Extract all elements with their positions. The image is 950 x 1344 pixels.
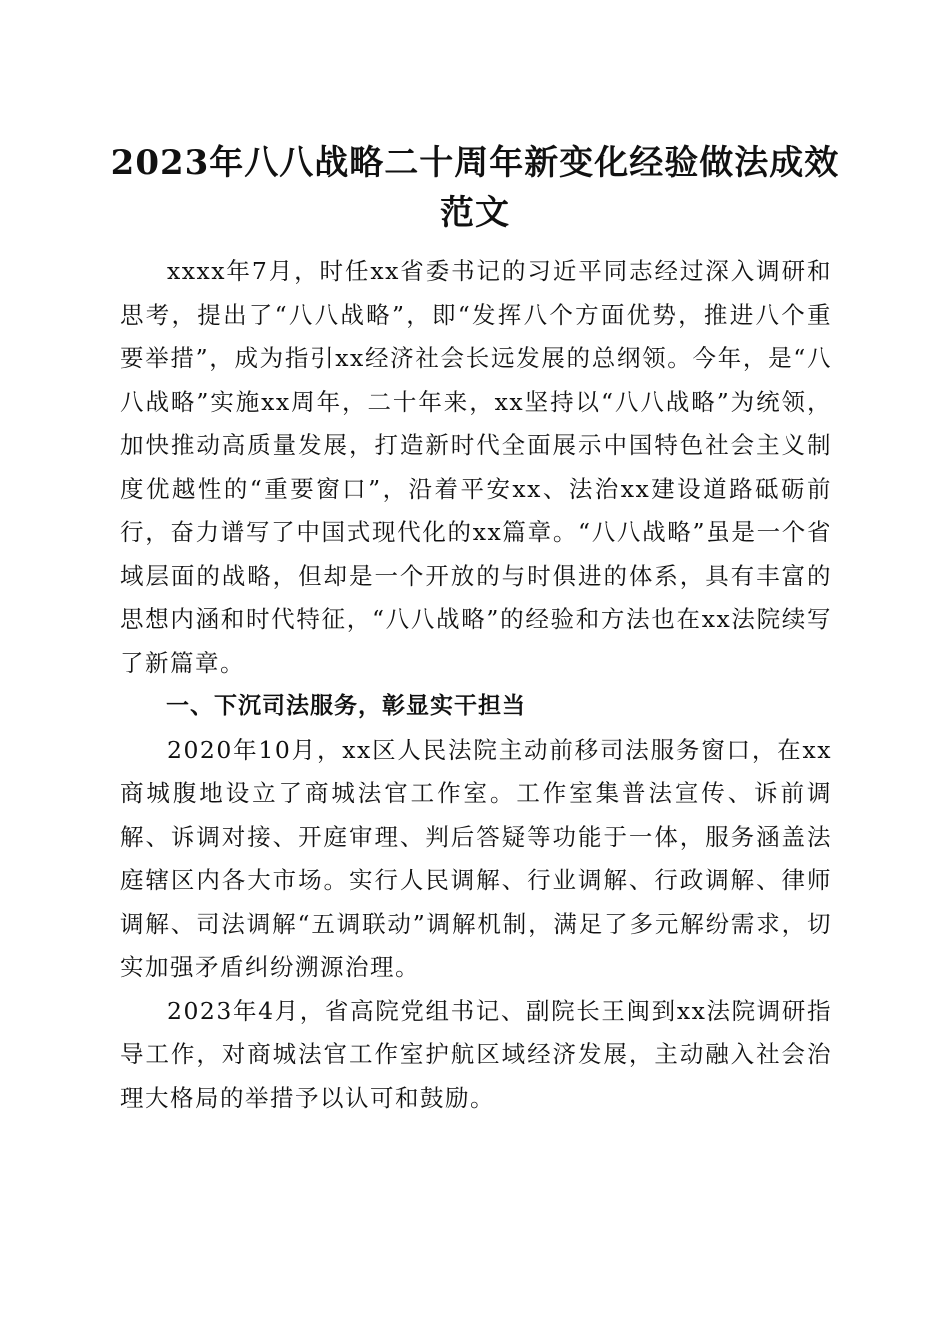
body-paragraph: 2020年10月，xx区人民法院主动前移司法服务窗口，在xx商城腹地设立了商城法官工作室。工作室集普法宣传、诉前调解、诉调对接、开庭审理、判后答疑等功能于一体，服务涵盖法庭辖区内各大市场。实行人民调解、行业调解、行政调解、律师调解、司法调解“五调联动”调解机制，满足了多元解纷需求，切实加强矛盾纠纷溯源治理。	[120, 735, 832, 981]
document-title: 2023年八八战略二十周年新变化经验做法成效范文	[110, 143, 840, 233]
body-paragraph: 2023年4月，省高院党组书记、副院长王闽到xx法院调研指导工作，对商城法官工作室护航区域经济发展，主动融入社会治理大格局的举措予以认可和鼓励。	[120, 996, 832, 1112]
document-body	[120, 250, 832, 1120]
intro-paragraph: xxxx年7月，时任xx省委书记的习近平同志经过深入调研和思考，提出了“八八战略”，即“发挥八个方面优势，推进八个重要举措”，成为指引xx经济社会长远发展的总纲领。今年，是“八八战略”实施xx周年，二十年来，xx坚持以“八八战略”为统领，加快推动高质量发展，打造新时代全面展示中国特色社会主义制度优越性的“重要窗口”，沿着平安xx、法治xx建设道路砥砺前行，奋力谱写了中国式现代化的xx篇章。“八八战略”虽是一个省域层面的战略，但却是一个开放的与时俱进的体系，具有丰富的思想内涵和时代特征，“八八战略”的经验和方法也在xx法院续写了新篇章。	[120, 257, 832, 677]
section-heading: 一、下沉司法服务，彰显实干担当	[166, 693, 526, 719]
